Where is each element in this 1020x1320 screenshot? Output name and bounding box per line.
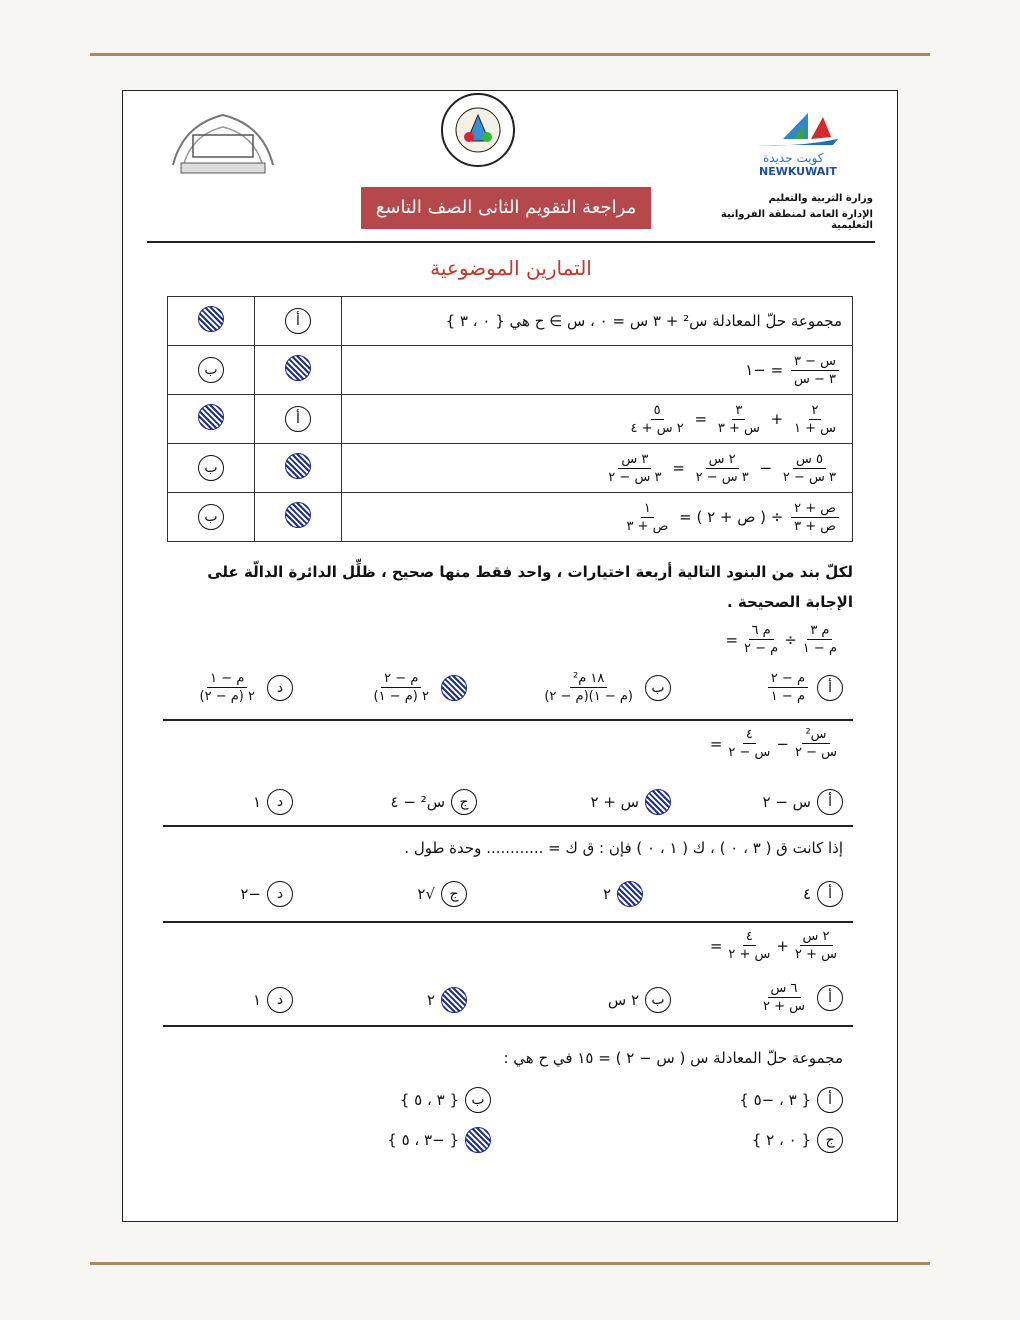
table-row <box>168 346 853 395</box>
mc3-option-a[interactable]: أ ٤ <box>803 881 843 907</box>
tf-question-2: $\frac{\text{س − ٣}}{\text{٣ − س}}$ = −١ <box>342 346 853 395</box>
brand-arabic: كويت جديدة <box>763 151 824 165</box>
page-title: مراجعة التقويم الثانى الصف التاسع <box>361 187 651 229</box>
header-divider <box>147 241 875 243</box>
school-emblem-icon <box>163 105 283 183</box>
mc3-stem: إذا كانت ق ( ٣ ، ٠ ) ، ك ( ١ ، ٠ ) فإن : ق ك = ............ وحدة طول . <box>404 839 843 857</box>
mc3-option-d[interactable]: د −٢ <box>240 881 293 907</box>
mc5-option-d[interactable]: { −٣ ، ٥ } <box>387 1127 491 1153</box>
ministry-name: وزارة التربية والتعليم <box>768 193 873 204</box>
mc2-stem: $\frac{\text{س²}}{\text{س − ٢}}$ − $\frac{٤}{\text{س − ٢}}$ = <box>709 727 837 760</box>
mc4-option-d[interactable]: د ١ <box>253 987 293 1013</box>
mc4-option-a[interactable]: أ $\frac{\text{٦ س}}{\text{س + ٢}}$ <box>757 981 843 1014</box>
school-seal-icon <box>439 91 517 169</box>
answer-b-bubble[interactable]: ب <box>198 357 224 383</box>
separator <box>163 719 853 721</box>
school-seal <box>439 91 517 169</box>
section-title: التمارين الموضوعية <box>430 256 592 280</box>
mc1-option-a[interactable]: أ $\frac{\text{م − ٢}}{\text{م − ١}}$ <box>765 671 843 704</box>
answer-a-bubble[interactable] <box>285 355 311 381</box>
mc1-option-c[interactable]: $\frac{\text{م − ٢}}{\text{٢ (م − ١)}}$ <box>368 671 467 704</box>
mc5-option-b[interactable]: ب { ٣ ، ٥ } <box>400 1087 491 1113</box>
table-row <box>168 444 853 493</box>
mc2-option-b[interactable]: س + ٢ <box>591 789 671 815</box>
mc3-option-b[interactable]: ٢ <box>603 881 643 907</box>
answer-b-bubble[interactable]: ب <box>198 455 224 481</box>
mc5-stem: مجموعة حلّ المعادلة س ( س − ٢ ) = ١٥ في ح هي : <box>503 1049 843 1067</box>
table-row <box>168 297 853 346</box>
answer-b-bubble[interactable] <box>198 306 224 332</box>
tf-question-1: مجموعة حلّ المعادلة س² + ٣ س = ٠ ، س ∋ ح هي { ٠ ، ٣ } <box>342 297 853 346</box>
separator <box>163 825 853 827</box>
answer-b-bubble[interactable]: ب <box>198 504 224 530</box>
tf-question-3: $\frac{٢}{\text{س + ١}}$ + $\frac{٣}{\text{س + ٣}}$ = $\frac{٥}{\text{٢ س + ٤}}$ <box>342 395 853 444</box>
mc1-option-d[interactable]: د $\frac{\text{م − ١}}{\text{٢ (م − ٢)}}$ <box>194 671 293 704</box>
directorate-name: الإدارة العامة لمنطقة الفروانية التعليمية <box>720 209 873 231</box>
newkuwait-logo <box>733 109 863 189</box>
mc2-option-c[interactable]: ج س² − ٤ <box>391 789 478 815</box>
answer-a-bubble[interactable]: أ <box>285 308 311 334</box>
mc2-option-d[interactable]: د ١ <box>253 789 293 815</box>
mc3-option-c[interactable]: ج √٢ <box>417 881 467 907</box>
mc5-option-c[interactable]: ج { ٠ ، ٢ } <box>752 1127 843 1153</box>
tf-question-5: $\frac{\text{ص + ٢}}{\text{ص + ٣}}$ ÷ ( ص + ٢ ) = $\frac{١}{\text{ص + ٣}}$ <box>342 493 853 542</box>
answer-a-bubble[interactable]: أ <box>285 406 311 432</box>
mc4-option-b[interactable]: ب ٢ س <box>608 987 671 1013</box>
true-false-table <box>167 296 853 542</box>
table-row <box>168 395 853 444</box>
answer-a-bubble[interactable] <box>285 453 311 479</box>
separator <box>163 1025 853 1027</box>
bottom-border-rule <box>90 1262 930 1265</box>
answer-b-bubble[interactable] <box>198 404 224 430</box>
brand-english: NEWKUWAIT <box>759 165 837 178</box>
mc5-option-a[interactable]: أ { ٣ ، −٥ } <box>739 1087 843 1113</box>
mc1-option-b[interactable]: ب $\frac{\text{١٨ م²}}{\text{(م − ١)(م − ٢)}}$ <box>538 671 671 704</box>
mc2-option-a[interactable]: أ س − ٢ <box>763 789 843 815</box>
sail-logo-icon <box>753 109 843 149</box>
separator <box>163 921 853 923</box>
table-row <box>168 493 853 542</box>
tf-question-4: $\frac{\text{٥ س}}{\text{٣ س − ٢}}$ − $\frac{\text{٢ س}}{\text{٣ س − ٢}}$ = $\frac{\text{٣ س}}{\text{٣ س − ٢}}$ <box>342 444 853 493</box>
instructions: لكلّ بند من البنود التالية أربعة اختيارات ، واحد فقط منها صحيح ، ظلِّل الدائرة الدالّة على الإجابة الصحيحة . <box>207 563 853 611</box>
mc1-stem: $\frac{\text{م ٣}}{\text{م − ١}}$ ÷ $\frac{\text{م ٦}}{\text{م − ٢}}$ = <box>725 623 837 656</box>
mc4-stem: $\frac{\text{٢ س}}{\text{س + ٢}}$ + $\frac{٤}{\text{س + ٢}}$ = <box>709 929 837 962</box>
top-border-rule <box>90 53 930 56</box>
worksheet-page <box>122 90 898 1222</box>
mc4-option-c[interactable]: ٢ <box>427 987 467 1013</box>
answer-a-bubble[interactable] <box>285 502 311 528</box>
